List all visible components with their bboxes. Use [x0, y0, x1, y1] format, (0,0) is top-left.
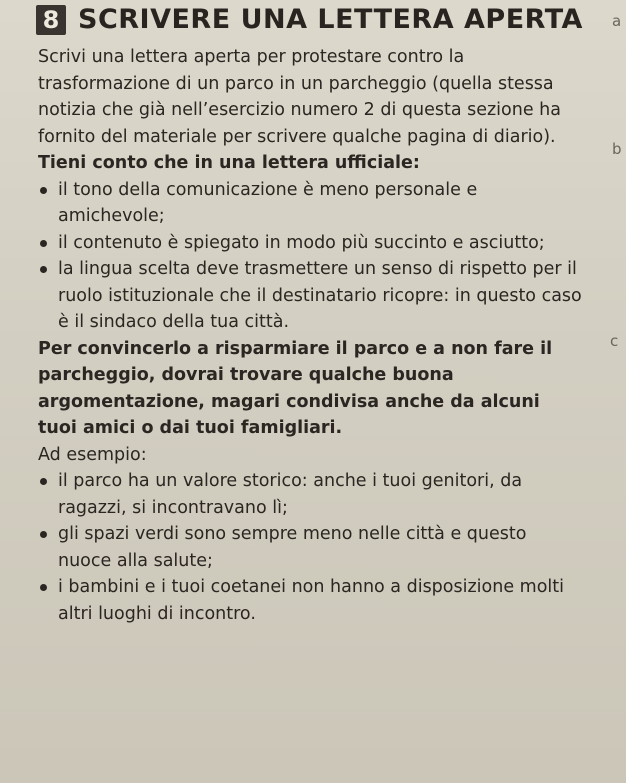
- example-point: gli spazi verdi sono sempre meno nelle città e questo nuoce alla salute;: [38, 521, 584, 574]
- exercise-heading: [36, 4, 583, 35]
- persuade-paragraph: Per convincerlo a risparmiare il parco e a non fare il parcheggio, dovrai trovare qualche buona argomentazione, magari condivisa anche da alcuni tuoi amici o dai tuoi famigliari.: [38, 338, 553, 438]
- example-intro: Ad esempio:: [38, 444, 147, 465]
- exercise-title: SCRIVERE UNA LETTERA APERTA: [78, 4, 583, 35]
- margin-mark-c: c: [610, 332, 619, 350]
- official-point: la lingua scelta deve trasmettere un senso di rispetto per il ruolo istituzionale che il destinatario ricopre: in questo caso è il sindaco della tua città.: [38, 256, 584, 336]
- exercise-content: [38, 44, 584, 627]
- official-point: il contenuto è spiegato in modo più succinto e asciutto;: [38, 230, 584, 257]
- example-point: i bambini e i tuoi coetanei non hanno a disposizione molti altri luoghi di incontro.: [38, 574, 584, 627]
- margin-mark-b: b: [612, 140, 622, 158]
- margin-mark-a: a: [612, 12, 622, 30]
- example-points-list: [38, 468, 584, 627]
- example-point: il parco ha un valore storico: anche i tuoi genitori, da ragazzi, si incontravano lì;: [38, 468, 584, 521]
- official-letter-intro: Tieni conto che in una lettera ufficiale:: [38, 153, 420, 173]
- official-point: il tono della comunicazione è meno personale e amichevole;: [38, 177, 584, 230]
- official-points-list: [38, 177, 584, 336]
- exercise-number: 8: [36, 5, 66, 35]
- intro-paragraph: Scrivi una lettera aperta per protestare contro la trasformazione di un parco in un parcheggio (quella stessa notizia che già nell’esercizio numero 2 di questa sezione ha fornito del materiale per scrivere qualche pagina di diario).: [38, 47, 561, 147]
